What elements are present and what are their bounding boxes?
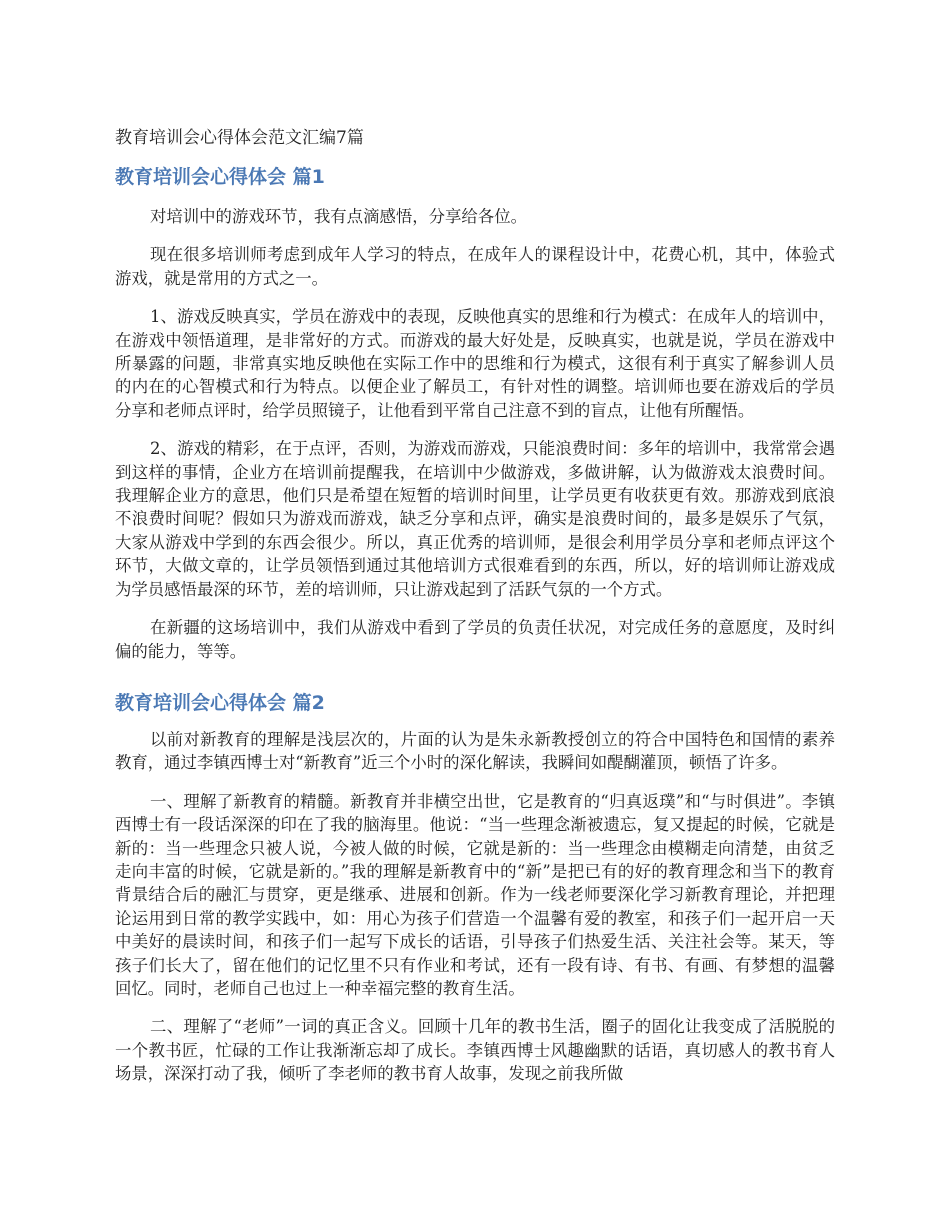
paragraph: 1、游戏反映真实，学员在游戏中的表现，反映他真实的思维和行为模式：在成年人的培训中，在游戏中领悟道理，是非常好的方式。而游戏的最大好处是，反映真实，也就是说，学员在游戏中所暴露的问题，非常真实地反映他在实际工作中的思维和行为模式，这很有利于真实了解参训人员的内在的心智模式和行为特点。以便企业了解员工，有针对性的调整。培训师也要在游戏后的学员分享和老师点评时，给学员照镜子，让他看到平常自己注意不到的盲点，让他有所醒悟。 — [115, 307, 835, 420]
paragraph: 现在很多培训师考虑到成年人学习的特点，在成年人的课程设计中，花费心机，其中，体验式游戏，就是常用的方式之一。 — [115, 245, 835, 288]
section-1 — [115, 164, 835, 678]
section-heading: 教育培训会心得体会 篇1 — [115, 166, 325, 188]
paragraph: 以前对新教育的理解是浅层次的，片面的认为是朱永新教授创立的符合中国特色和国情的素养教育，通过李镇西博士对“新教育”近三个小时的深化解读，我瞬间如醍醐灌顶，顿悟了许多。 — [115, 730, 835, 773]
paragraph: 二、理解了“老师”一词的真正含义。回顾十几年的教书生活，圈子的固化让我变成了活脱脱的一个教书匠，忙碌的工作让我渐渐忘却了成长。李镇西博士风趣幽默的话语，真切感人的教书育人场景，深深打动了我，倾听了李老师的教书育人故事，发现之前我所做 — [115, 1017, 835, 1084]
section-2 — [115, 690, 835, 1101]
paragraph: 在新疆的这场培训中，我们从游戏中看到了学员的负责任状况，对完成任务的意愿度，及时纠偏的能力，等等。 — [115, 618, 835, 661]
paragraph: 一、理解了新教育的精髓。新教育并非横空出世，它是教育的“归真返璞”和“与时俱进”。李镇西博士有一段话深深的印在了我的脑海里。他说：“当一些理念渐被遗忘，复又提起的时候，它就是新的：当一些理念只被人说，今被人做的时候，它就是新的：当一些理念由模糊走向清楚，由贫乏走向丰富的时候，它就是新的。”我的理解是新教育中的“新”是把已有的好的教育理念和当下的教育背景结合后的融汇与贯穿，更是继承、进展和创新。作为一线老师要深化学习新教育理论，并把理论运用到日常的教学实践中，如：用心为孩子们营造一个温馨有爱的教室，和孩子们一起开启一天中美好的晨读时间，和孩子们一起写下成长的话语，引导孩子们热爱生活、关注社会等。某天，等孩子们长大了，留在他们的记忆里不只有作业和考试，还有一段有诗、有书、有画、有梦想的温馨回忆。同时，老师自己也过上一种幸福完整的教育生活。 — [115, 791, 835, 999]
section-heading: 教育培训会心得体会 篇2 — [115, 692, 325, 714]
paragraph: 对培训中的游戏环节，我有点滴感悟，分享给各位。 — [150, 207, 527, 226]
paragraph: 2、游戏的精彩，在于点评，否则，为游戏而游戏，只能浪费时间：多年的培训中，我常常会遇到这样的事情，企业方在培训前提醒我，在培训中少做游戏，多做讲解，认为做游戏太浪费时间。我理解企业方的意思，他们只是希望在短暂的培训时间里，让学员更有收获更有效。那游戏到底浪不浪费时间呢？假如只为游戏而游戏，缺乏分享和点评，确实是浪费时间的，最多是娱乐了气氛，大家从游戏中学到的东西会很少。所以，真正优秀的培训师，是很会利用学员分享和老师点评这个环节，大做文章的，让学员领悟到通过其他培训方式很难看到的东西，所以，好的培训师让游戏成为学员感悟最深的环节，差的培训师，只让游戏起到了活跃气氛的一个方式。 — [115, 439, 835, 599]
document-title: 教育培训会心得体会范文汇编7篇 — [115, 128, 364, 148]
